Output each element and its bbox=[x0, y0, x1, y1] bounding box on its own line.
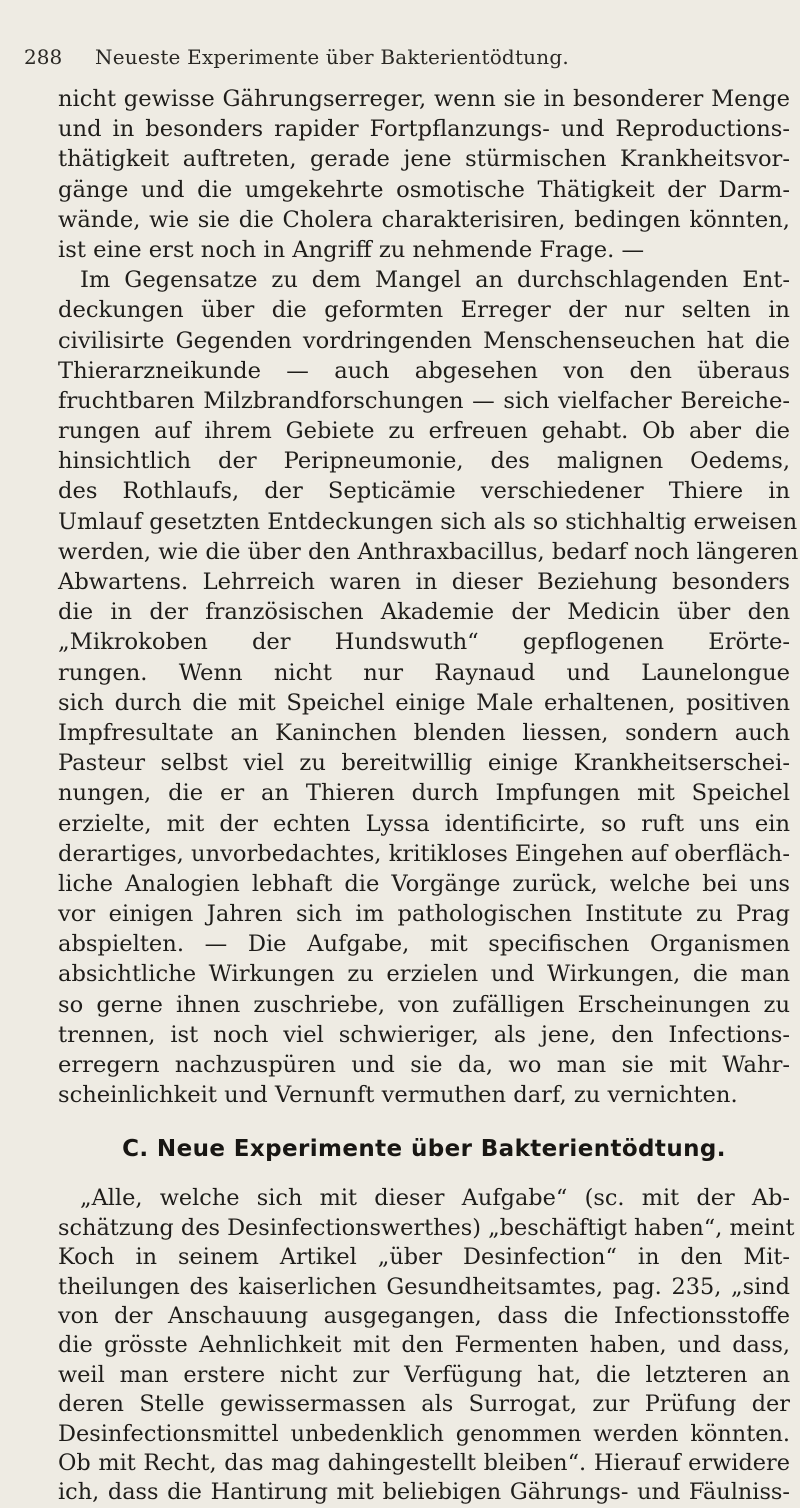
text-line: gänge und die umgekehrte osmotische Thätigkeit der Darm- bbox=[58, 176, 790, 203]
section-heading: C. Neue Experimente über Bakterientödtung. bbox=[122, 1136, 726, 1163]
text-line: ich, dass die Hantirung mit beliebigen Gährungs- und Fäulniss- bbox=[58, 1479, 790, 1506]
text-line: liche Analogien lebhaft die Vorgänge zurück, welche bei uns bbox=[58, 870, 790, 897]
text-line: erzielte, mit der echten Lyssa identificirte, so ruft uns ein bbox=[58, 810, 790, 837]
text-line: werden, wie die über den Anthraxbacillus, bedarf noch längeren bbox=[58, 538, 799, 565]
text-line: schätzung des Desinfectionswerthes) „beschäftigt haben“, meint bbox=[58, 1214, 795, 1241]
text-line: fruchtbaren Milzbrandforschungen — sich vielfacher Bereiche- bbox=[58, 387, 790, 414]
text-line: absichtliche Wirkungen zu erzielen und Wirkungen, die man bbox=[58, 961, 790, 988]
text-line: rungen. Wenn nicht nur Raynaud und Launelongue bbox=[58, 659, 790, 686]
text-line: Thierarzneikunde — auch abgesehen von den überaus bbox=[58, 357, 790, 384]
running-title: Neueste Experimente über Bakterientödtung. bbox=[95, 45, 569, 69]
text-line: thätigkeit auftreten, gerade jene stürmischen Krankheitsvor- bbox=[58, 146, 790, 173]
text-line: sich durch die mit Speichel einige Male erhaltenen, positiven bbox=[58, 689, 790, 716]
text-line: Ob mit Recht, das mag dahingestellt bleiben“. Hierauf erwidere bbox=[58, 1449, 790, 1476]
text-line: die in der französischen Akademie der Medicin über den bbox=[58, 599, 790, 626]
paragraph-1 bbox=[58, 84, 790, 265]
text-line: deren Stelle gewissermassen als Surrogat, zur Prüfung der bbox=[58, 1391, 790, 1418]
page-number: 288 bbox=[24, 45, 63, 69]
text-line: erregern nachzuspüren und sie da, wo man sie mit Wahr- bbox=[58, 1052, 790, 1078]
text-line: von der Anschauung ausgegangen, dass die Infectionsstoffe bbox=[58, 1302, 790, 1329]
text-line: so gerne ihnen zuschriebe, von zufälligen Erscheinungen zu bbox=[58, 991, 790, 1018]
text-line: Koch in seinem Artikel „über Desinfection“ in den Mit- bbox=[58, 1244, 790, 1271]
text-line: wände, wie sie die Cholera charakterisiren, bedingen könnten, bbox=[58, 206, 790, 233]
paragraph-2 bbox=[58, 265, 799, 1110]
text-line: abspielten. — Die Aufgabe, mit specifischen Organismen bbox=[58, 931, 790, 958]
text-line: Pasteur selbst viel zu bereitwillig einige Krankheitserschei- bbox=[58, 750, 790, 777]
text-line: und in besonders rapider Fortpflanzungs- und Reproductions- bbox=[58, 116, 790, 143]
text-line: vor einigen Jahren sich im pathologischen Institute zu Prag bbox=[58, 901, 790, 928]
text-line: „Mikrokoben der Hundswuth“ gepflogenen Erörte- bbox=[58, 629, 790, 656]
text-line: trennen, ist noch viel schwieriger, als jene, den Infections- bbox=[58, 1021, 790, 1048]
text-line: theilungen des kaiserlichen Gesundheitsamtes, pag. 235, „sind bbox=[58, 1273, 790, 1300]
text-line: hinsichtlich der Peripneumonie, des malignen Oedems, bbox=[58, 448, 790, 475]
text-line: Umlauf gesetzten Entdeckungen sich als so stichhaltig erweisen bbox=[58, 508, 798, 535]
text-line: Abwartens. Lehrreich waren in dieser Beziehung besonders bbox=[58, 569, 790, 595]
text-line: „Alle, welche sich mit dieser Aufgabe“ (sc. mit der Ab- bbox=[80, 1185, 790, 1212]
paragraph-3 bbox=[58, 1184, 795, 1507]
text-line: ist eine erst noch in Angriff zu nehmende Frage. — bbox=[58, 236, 645, 263]
running-head bbox=[24, 42, 784, 72]
text-line: Im Gegensatze zu dem Mangel an durchschlagenden Ent- bbox=[80, 267, 790, 294]
body-text bbox=[58, 84, 799, 1508]
text-line: weil man erstere nicht zur Verfügung hat, die letzteren an bbox=[58, 1361, 790, 1388]
text-line: nungen, die er an Thieren durch Impfungen mit Speichel bbox=[58, 780, 790, 807]
text-line: civilisirte Gegenden vordringenden Menschenseuchen hat die bbox=[58, 327, 790, 354]
text-line: rungen auf ihrem Gebiete zu erfreuen gehabt. Ob aber die bbox=[58, 418, 790, 445]
text-line: scheinlichkeit und Vernunft vermuthen darf, zu vernichten. bbox=[58, 1082, 738, 1109]
text-line: derartiges, unvorbedachtes, kritikloses Eingehen auf oberfläch- bbox=[58, 840, 790, 867]
text-line: deckungen über die geformten Erreger der nur selten in bbox=[58, 297, 790, 324]
text-line: nicht gewisse Gährungserreger, wenn sie in besonderer Menge bbox=[58, 86, 790, 112]
text-line: des Rothlaufs, der Septicämie verschiedener Thiere in bbox=[58, 478, 790, 505]
text-line: die grösste Aehnlichkeit mit den Fermenten haben, und dass, bbox=[58, 1332, 790, 1359]
text-line: Impfresultate an Kaninchen blenden liessen, sondern auch bbox=[58, 719, 790, 746]
text-line: Desinfectionsmittel unbedenklich genommen werden könnten. bbox=[58, 1420, 790, 1447]
